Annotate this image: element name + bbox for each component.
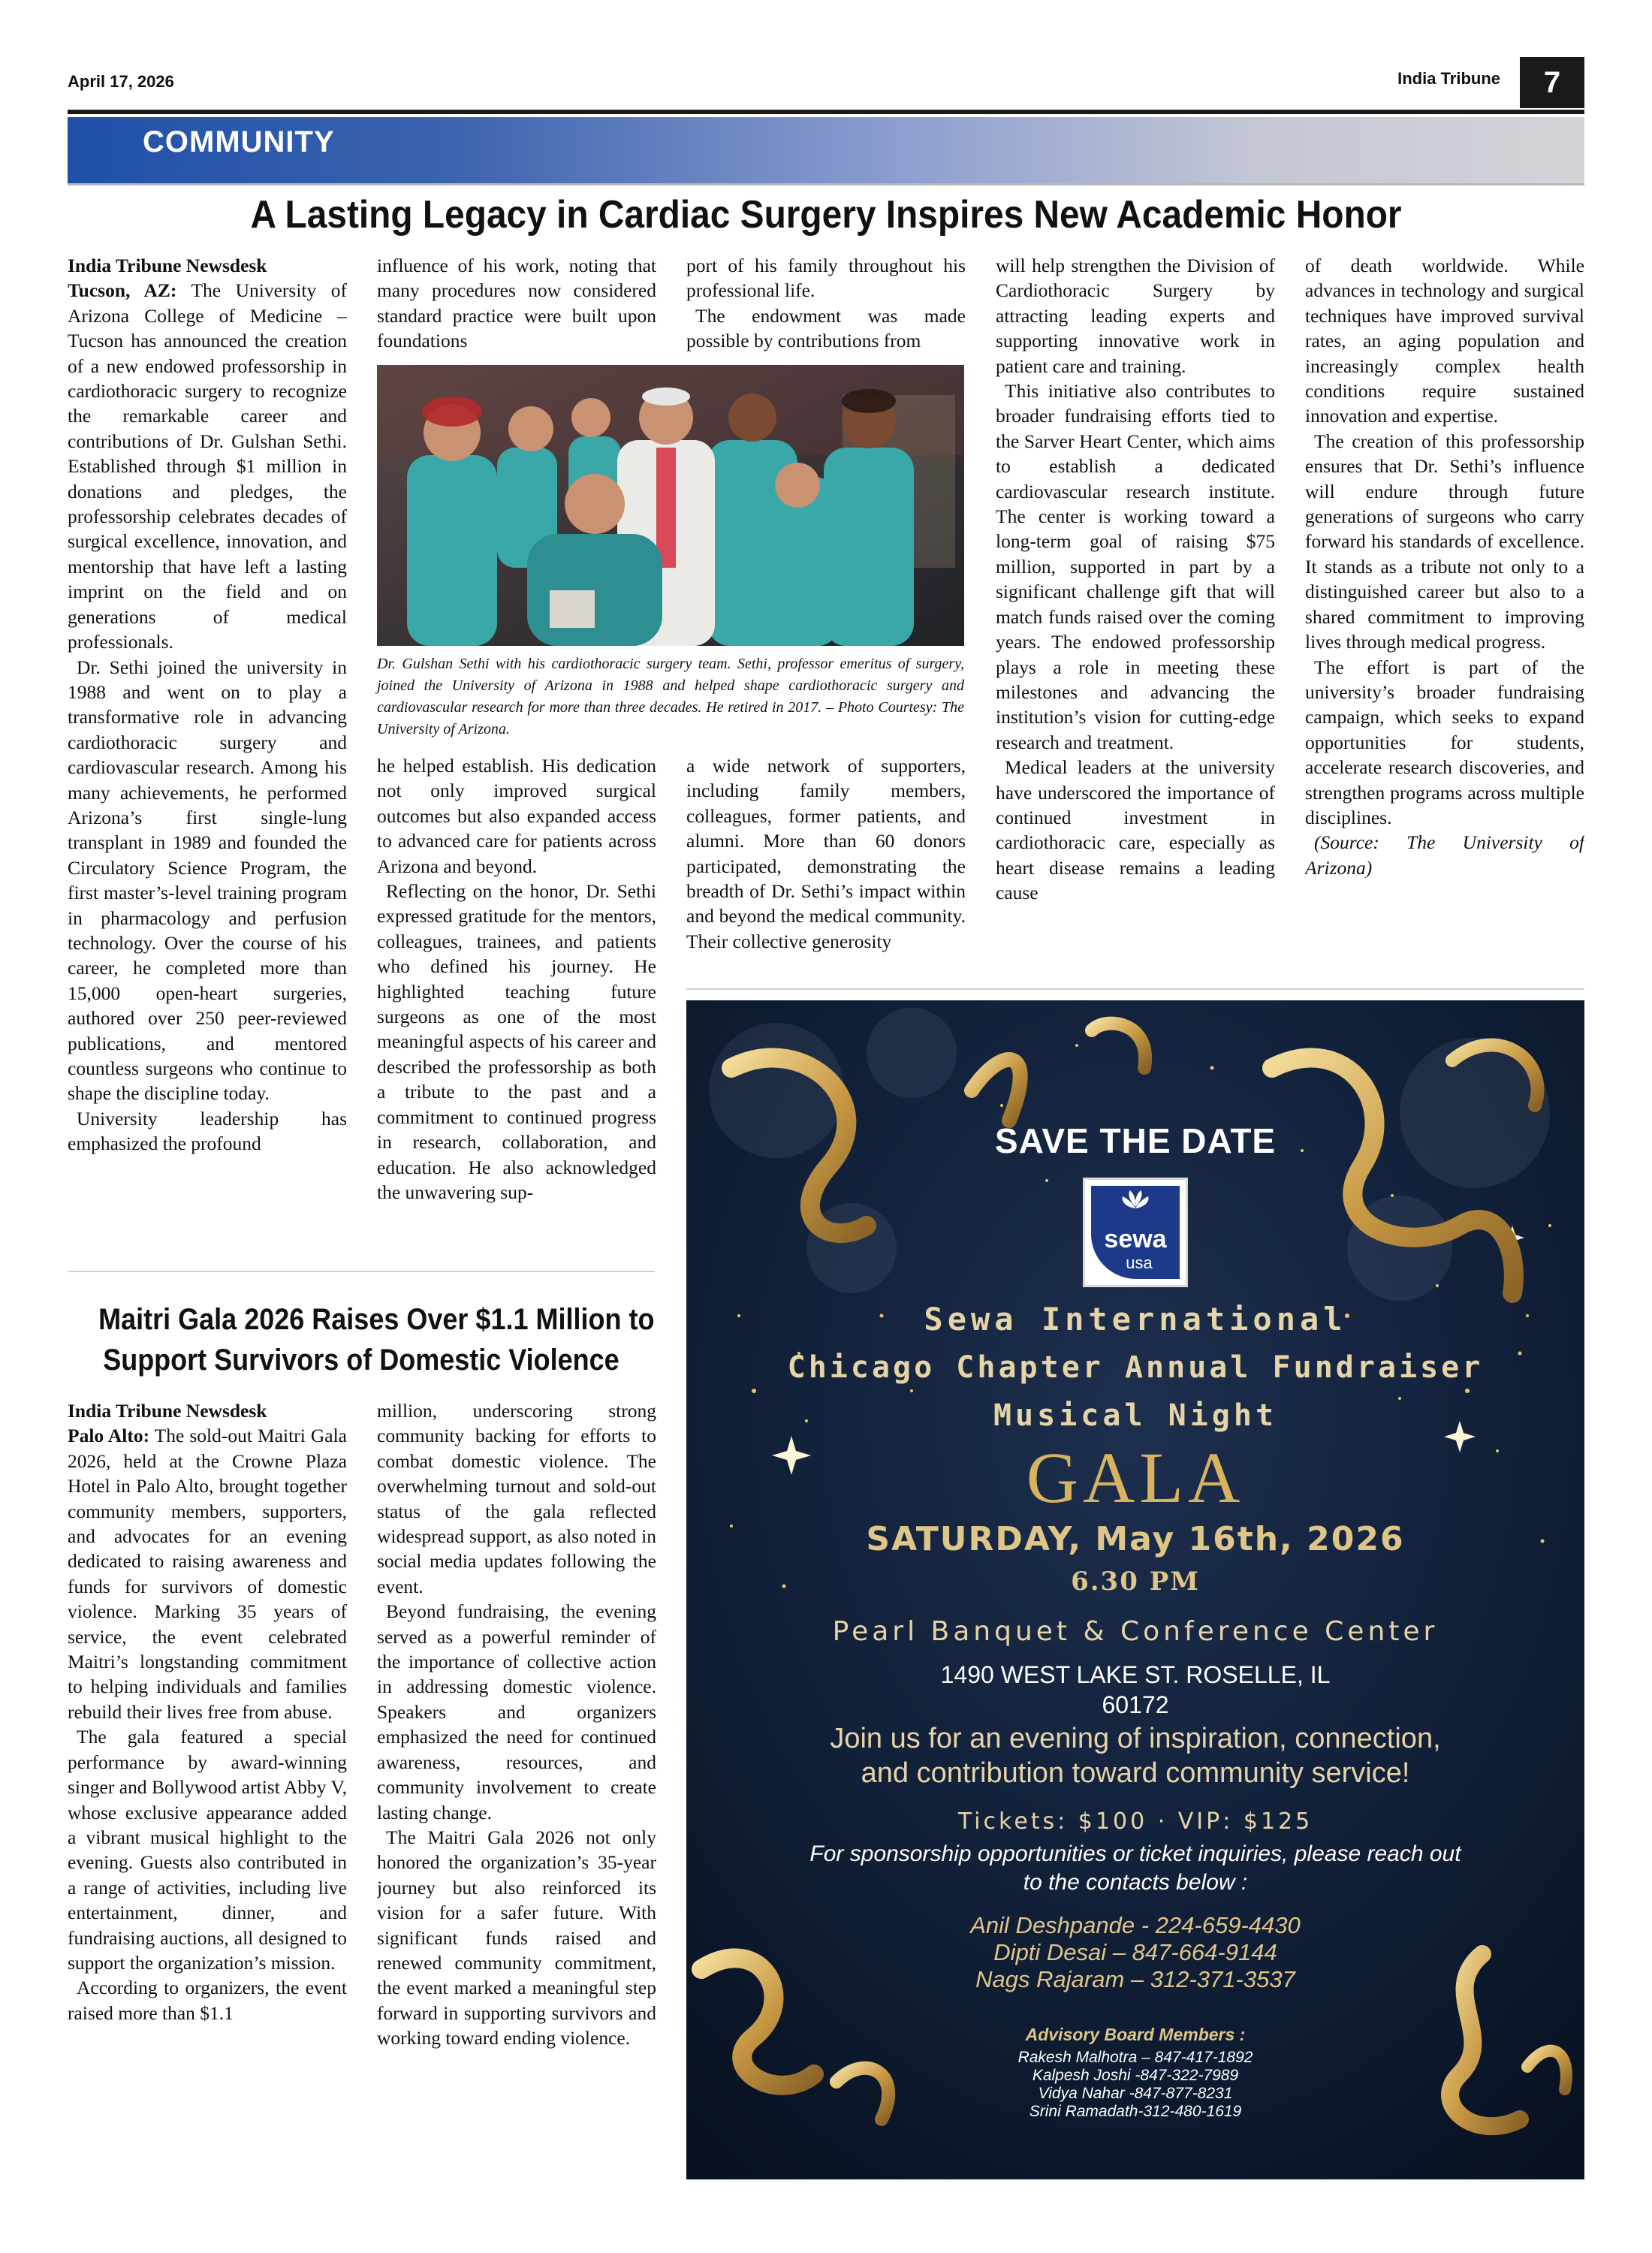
article1-paragraph: The endowment was made possible by contributions from [686,304,966,352]
ad-invite-line2: and contribution toward community service! [861,1757,1410,1789]
ad-date: SATURDAY, May 16th, 2026 [866,1520,1405,1558]
ad-organization: Sewa International [924,1301,1347,1338]
ad-advisory-member: Vidya Nahar -847-877-8231 [1038,2085,1233,2102]
article1-paragraph: a wide network of supporters, including family members, colleagues, former patients, and alumni. More than 60 donors participated, demonstrating the breadth of Dr. Sethi’s impact within and beyond the medical community. Their collective generosity [686,755,966,952]
article1-paragraph: Dr. Sethi joined the university in 1988 and went on to play a transformative role in advancing cardiothoracic surgery and cardiovascular research. Among his many achievements, he performed Arizona’s first single-lung transplant in 1989 and founded the Circulatory Science Program, the first master’s-level training program in pharmacology and perfusion technology. Over the course of his career, he completed more than 15,000 open-heart surgeries, authored over 250 peer-reviewed publications, and mentored countless surgeons who continue to shape the discipline today. [68,656,347,1105]
article1-paragraph: influence of his work, noting that many procedures now considered standard practice were built upon foundations [377,255,656,352]
article1-column-3-top [686,253,966,354]
ad-contact: Nags Rajaram – 312-371-3537 [975,1966,1295,1992]
ad-advisory-title: Advisory Board Members : [1025,2025,1246,2044]
article2-paragraph: The Maitri Gala 2026 not only honored the organization’s 35-year journey but also reinforced its vision for a safer future. With significant funds raised and renewed community commitment, the event marked a meaningful step forward in supporting survivors and working toward ending violence. [377,1826,656,2049]
article1-paragraph: The effort is part of the university’s broader fundraising campaign, which seeks to expand opportunities for students, accelerate research discoveries, and strengthen programs across multiple disciplines. [1305,656,1584,828]
divider-rule [686,988,1584,990]
article1-paragraph: will help strengthen the Division of Cardiothoracic Surgery by attracting leading experts and supporting innovative work in patient care and training. [996,255,1275,377]
article1-photo-caption: Dr. Gulshan Sethi with his cardiothoracic surgery team. Sethi, professor emeritus of surgery, joined the University of Arizona in 1988 and helped shape cardiothoracic surgery and cardiovascular research for more than three decades. He retired in 2017. – Photo Courtesy: The University of Arizona. [377,656,964,737]
issue-date: April 17, 2026 [68,72,174,91]
divider-rule [68,1271,655,1272]
article1-paragraph: Medical leaders at the university have underscored the importance of continued investment in cardiothoracic care, especially as heart disease remains a leading cause [996,756,1275,904]
article1-paragraph: Tucson, AZ: The University of Arizona College of Medicine – Tucson has announced the creation of a new endowed professorship in cardiothoracic surgery to recognize the remarkable career and contributions of Dr. Gulshan Sethi. Established through $1 million in donations and pledges, the professorship celebrates decades of surgical excellence, innovation, and mentorship that have left a lasting imprint on the field and on generations of medical professionals. [68,279,347,653]
sewa-logo [1083,1178,1188,1287]
article2-headline: Maitri Gala 2026 Raises Over $1.1 Million to Support Survivors of Domestic Violence [98,1303,655,1377]
article1-paragraph: University leadership has emphasized the profound [68,1107,347,1155]
article2-paragraph: According to organizers, the event raised more than $1.1 [68,1977,347,2024]
article2-paragraph: Palo Alto: The sold-out Maitri Gala 2026, held at the Crowne Plaza Hotel in Palo Alto, brought together community members, supporters, and advocates for an evening dedicated to raising awareness and funds for survivors of domestic violence. Marking 35 years of service, the event celebrated Maitri’s longstanding commitment to helping individuals and families rebuild their lives free from abuse. [68,1425,347,1723]
article2-byline: India Tribune Newsdesk [68,1400,267,1422]
article1-paragraph: port of his family throughout his professional life. [686,255,966,302]
sewa-logo-text: sewa [1104,1225,1167,1253]
article2-paragraph: Beyond fundraising, the evening served as a powerful reminder of the importance of collective action in addressing domestic violence. Speakers and organizers emphasized the need for continued awareness, resources, and community involvement to create lasting change. [377,1600,656,1823]
page-number: 7 [1520,57,1584,108]
article2-paragraph: The gala featured a special performance by award-winning singer and Bollywood artist Abby V, whose exclusive appearance added a vibrant musical highlight to the evening. Guests also contributed in a range of activities, including live entertainment, dinner, and fundraising auctions, all designed to support the organization’s mission. [68,1726,347,1974]
article1-headline: A Lasting Legacy in Cardiac Surgery Inspires New Academic Honor [250,193,1402,237]
article1-paragraph: The creation of this professorship ensures that Dr. Sethi’s influence will endure through future generations of surgeons who carry forward his standards of excellence. It stands as a tribute not only to a distinguished career but also to a shared commitment to improving lives through medical progress. [1305,430,1584,653]
section-label: COMMUNITY [143,125,335,158]
ad-time: 6.30 PM [1071,1567,1200,1597]
article2-column-1 [68,1398,347,2179]
sewa-gala-advertisement [686,1000,1584,2179]
article1-column-2-top [377,253,656,354]
article1-column-3-bottom [686,753,966,979]
sewa-logo-subtext: usa [1126,1253,1153,1272]
article1-paragraph: This initiative also contributes to broader fundraising efforts tied to the Sarver Heart Center, which aims to establish a dedicated cardiovascular research institute. The center is working toward a long-term goal of raising $75 million, supported in part by a significant challenge gift that will match funds raised over the coming years. The endowed professorship plays a role in meeting these milestones and advancing the institution’s vision for cutting-edge research and treatment. [996,380,1275,753]
ad-tickets: Tickets: $100 · VIP: $125 [957,1808,1313,1835]
article1-source: (Source: The University of Arizona) [1305,831,1584,879]
sewa-logo-mark [1091,1186,1180,1279]
article2-paragraph: million, underscoring strong community backing for efforts to combat domestic violence. The overwhelming turnout and sold-out status of the gala reflected widespread support, as also noted in social media updates following the event. [377,1400,656,1597]
ad-address-line2: 60172 [1102,1691,1169,1718]
ad-gala-title: GALA [1026,1437,1245,1518]
article1-column-2-bottom [377,753,656,1279]
ad-chapter: Chicago Chapter Annual Fundraiser [787,1350,1484,1385]
ad-contact: Dipti Desai – 847-664-9144 [993,1939,1277,1965]
ad-advisory-member: Kalpesh Joshi -847-322-7989 [1032,2067,1239,2084]
ad-contact: Anil Deshpande - 224-659-4430 [970,1912,1301,1938]
article2-column-2 [377,1398,656,2179]
surgical-team-photo [377,365,964,646]
ad-address-line1: 1490 WEST LAKE ST. ROSELLE, IL [940,1661,1331,1688]
article1-dateline: Tucson, AZ: [68,279,177,302]
article1-column-5 [1305,253,1584,982]
ad-invite-line1: Join us for an evening of inspiration, connection, [830,1723,1441,1754]
article1-byline: India Tribune Newsdesk [68,255,267,276]
article1-paragraph: he helped establish. His dedication not only improved surgical outcomes but also expanded access to advanced care for patients across Arizona and beyond. [377,755,656,877]
article2-dateline: Palo Alto: [68,1425,150,1447]
header-rule [68,110,1584,114]
publication-name: India Tribune [1397,69,1500,88]
article1-paragraph: Reflecting on the honor, Dr. Sethi expressed gratitude for the mentors, colleagues, trainees, and patients who defined his journey. He highlighted teaching future surgeons as one of the most meaningful aspects of his career and described the professorship as both a tribute to the past and a commitment to continued progress in research, collaboration, and education. He also acknowledged the unwavering sup- [377,880,656,1203]
article1-column-4 [996,253,1275,982]
ad-advisory-member: Rakesh Malhotra – 847-417-1892 [1017,2049,1253,2066]
article1-column-1 [68,253,347,1280]
ad-venue: Pearl Banquet & Conference Center [832,1616,1439,1647]
article1-paragraph: of death worldwide. While advances in technology and surgical techniques have improved survival rates, an aging population and increasingly complex health conditions require sustained innovation and expertise. [1305,255,1584,427]
ad-sponsor-line2: to the contacts below : [1023,1870,1248,1895]
ad-advisory-member: Srini Ramadath-312-480-1619 [1029,2103,1242,2120]
ad-event-type: Musical Night [993,1398,1278,1433]
ad-save-the-date: SAVE THE DATE [994,1121,1277,1160]
article1-photo [377,365,964,646]
ad-sponsor-line1: For sponsorship opportunities or ticket inquiries, please reach out [809,1841,1461,1866]
section-rule [68,183,1584,185]
